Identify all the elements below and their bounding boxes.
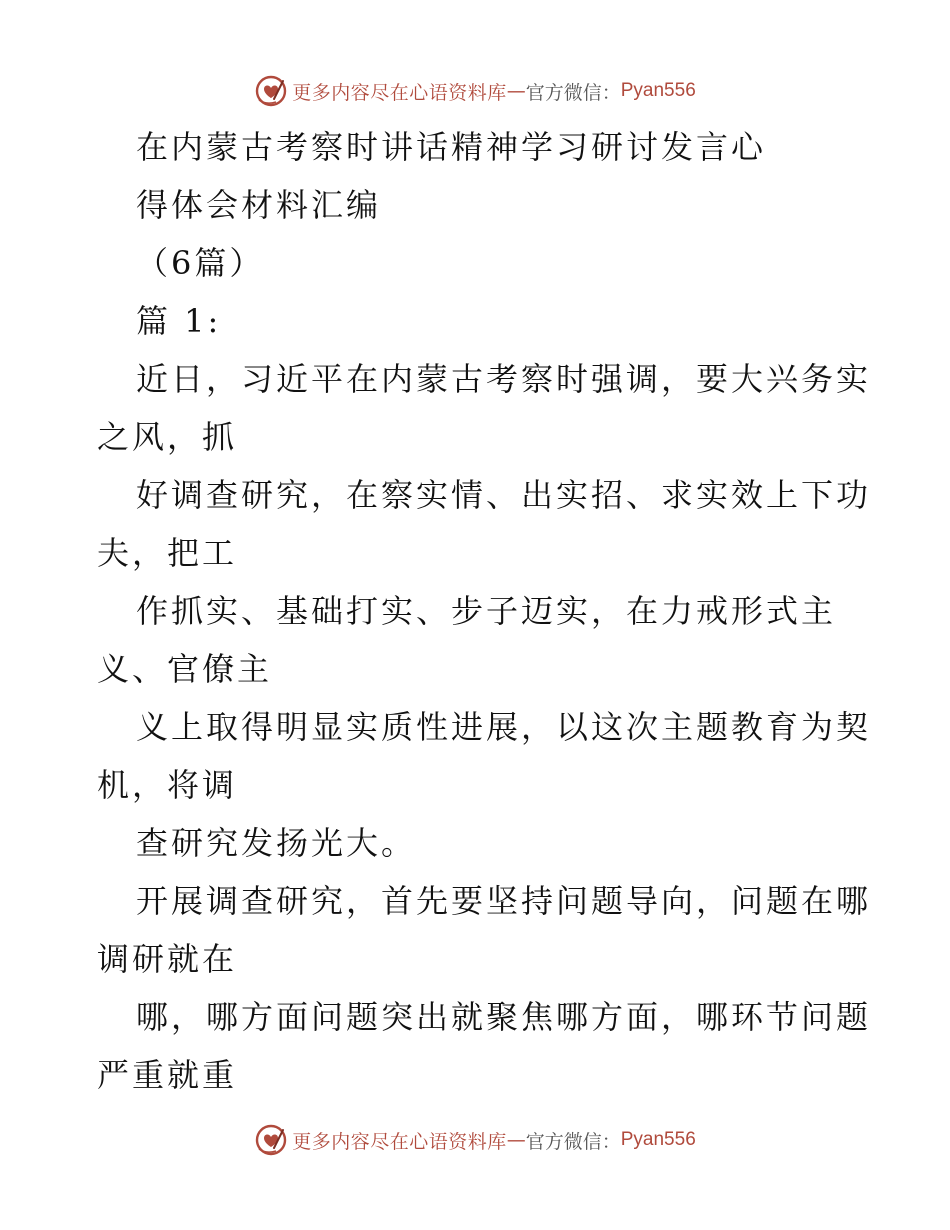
document-title-line-2: 得体会材料汇编	[136, 186, 382, 224]
paragraph-line: 调研就在	[97, 940, 238, 978]
paragraph-line: 好调查研究，在察实情、出实招、求实效上下功	[136, 476, 872, 514]
heart-pen-logo-icon	[254, 74, 288, 108]
paragraph-line: 严重就重	[97, 1056, 238, 1094]
banner-separator: —	[506, 1129, 526, 1151]
document-subtitle: （6篇）	[136, 244, 265, 282]
paragraph-line: 义、官僚主	[97, 650, 273, 688]
banner-separator: —	[506, 80, 526, 102]
heart-pen-logo-icon	[254, 1123, 288, 1157]
paragraph-line: 作抓实、基础打实、步子迈实，在力戒形式主	[136, 592, 837, 630]
banner-wechat-id: Pyan556	[620, 1129, 696, 1150]
paragraph-line: 查研究发扬光大。	[136, 824, 417, 862]
banner-wechat-label: 官方微信：	[525, 1130, 621, 1153]
header-banner	[0, 71, 950, 111]
document-title-line-1: 在内蒙古考察时讲话精神学习研讨发言心	[136, 128, 767, 166]
banner-wechat-id: Pyan556	[620, 80, 696, 101]
paragraph-line: 机，将调	[97, 766, 238, 804]
section-heading: 篇 1:	[136, 302, 222, 340]
banner-wechat-label: 官方微信：	[525, 81, 621, 104]
paragraph-line: 近日，习近平在内蒙古考察时强调，要大兴务实	[136, 360, 872, 398]
banner-brand-text: 更多内容尽在心语资料库	[292, 81, 507, 104]
banner-brand-text: 更多内容尽在心语资料库	[292, 1130, 507, 1153]
paragraph-line: 之风，抓	[97, 418, 238, 456]
paragraph-line: 夫，把工	[97, 534, 238, 572]
footer-banner	[0, 1120, 950, 1160]
paragraph-line: 义上取得明显实质性进展，以这次主题教育为契	[136, 708, 872, 746]
paragraph-line: 哪，哪方面问题突出就聚焦哪方面，哪环节问题	[136, 998, 872, 1036]
paragraph-line: 开展调查研究，首先要坚持问题导向，问题在哪	[136, 882, 872, 920]
